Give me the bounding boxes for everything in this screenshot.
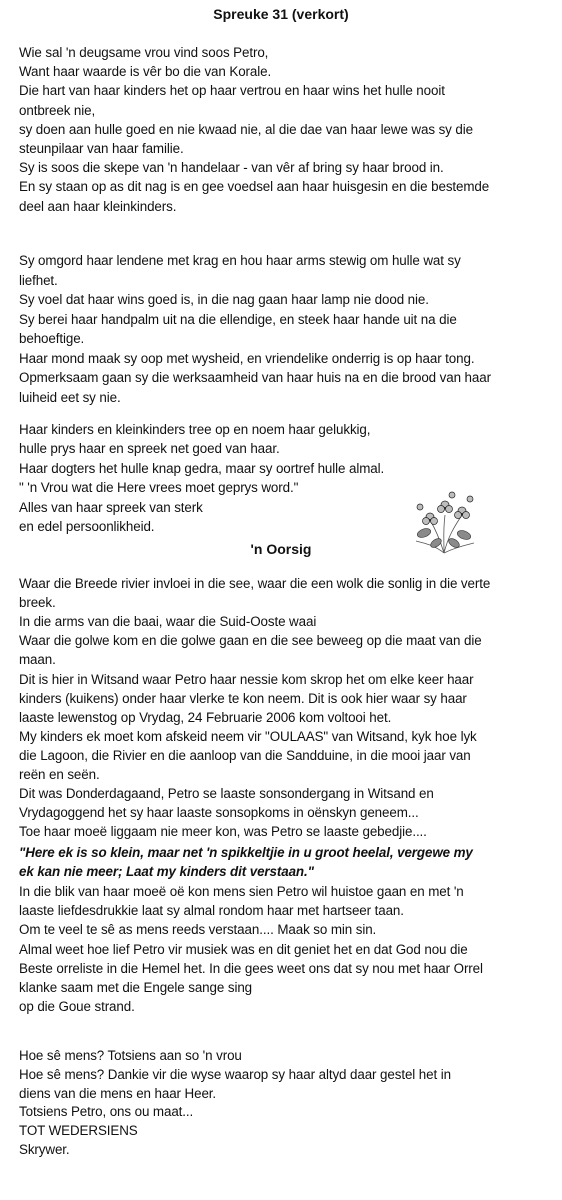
text-line: Sy berei haar handpalm uit na die ellendige, en steek haar hande uit na die [19, 311, 457, 327]
text-line: Hoe sê mens? Dankie vir die wyse waarop sy haar altyd daar gestel het in [19, 1066, 451, 1082]
text-line: En sy staan op as dit nag is en gee voedsel aan haar huisgesin en die bestemde [19, 179, 490, 195]
text-line: reën en seën. [19, 767, 100, 782]
text-line: Skrywer. [19, 1142, 70, 1157]
text-line: Dit is hier in Witsand waar Petro haar nessie kom skrop het om elke keer haar [19, 671, 474, 687]
text-line: sy doen aan hulle goed en nie kwaad nie, al die dae van haar lewe was sy die [19, 121, 473, 137]
text-line: Sy omgord haar lendene met krag en hou haar arms stewig om hulle wat sy [19, 253, 461, 268]
text-line: Totsiens Petro, ons ou maat... [19, 1104, 194, 1120]
text-line: Dit was Donderdagaand, Petro se laaste sonsondergang in Witsand en [19, 786, 434, 802]
text-line: en edel persoonlikheid. [19, 519, 155, 534]
text-line: Waar die Breede rivier invloei in die see, waar die een wolk die sonlig in die verte [19, 576, 491, 591]
text-line: klanke saam met die Engele sange sing [19, 980, 253, 995]
text-line: laaste lewenstog op Vrydag, 24 Februarie 2006 kom voltooi het. [19, 709, 392, 725]
text-line: Toe haar moeë liggaam nie meer kon, was Petro se laaste gebedjie.... [19, 824, 427, 840]
text-line: Alles van haar spreek van sterk [19, 499, 203, 515]
text-line: die Lagoon, die Rivier en die aanloop van die Sandduine, in die mooi jaar van [19, 747, 471, 763]
text-line: Opmerksaam gaan sy die werksaamheid van haar huis na en die brood van haar [19, 370, 491, 385]
text-line: hulle prys haar en spreek net goed van haar. [19, 441, 280, 457]
text-line: Sy is soos die skepe van 'n handelaar - van vêr af bring sy haar brood in. [19, 160, 444, 176]
text-line: Vrydagoggend het sy haar laaste sonsopkoms in oënskyn geneem... [19, 805, 419, 821]
text-line: Hoe sê mens? Totsiens aan so 'n vrou [19, 1048, 242, 1063]
text-line: Haar dogters het hulle knap gedra, maar sy oortref hulle almal. [19, 460, 385, 476]
text-line: laaste liefdesdrukkie laat sy almal rondom haar met hartseer taan. [19, 903, 404, 919]
text-line: In die arms van die baai, waar die Suid-Ooste waai [19, 614, 317, 630]
section-heading-oorsig: 'n Oorsig [250, 541, 312, 557]
text-line: In die blik van haar moeë oë kon mens sien Petro wil huistoe gaan en met 'n [19, 884, 464, 899]
text-line: op die Goue strand. [19, 999, 135, 1015]
text-line: liefhet. [19, 272, 58, 288]
text-line: ontbreek nie, [19, 102, 96, 118]
text-line: Almal weet hoe lief Petro vir musiek was en dit geniet het en dat God nou die [19, 941, 468, 957]
text-line: TOT WEDERSIENS [19, 1123, 138, 1139]
text-line: Sy voel dat haar wins goed is, in die nag gaan haar lamp nie dood nie. [19, 292, 429, 307]
text-line: Haar mond maak sy oop met wysheid, en vriendelike onderrig is op haar tong. [19, 350, 475, 366]
text-line: My kinders ek moet kom afskeid neem vir "OULAAS" van Witsand, kyk hoe lyk [19, 728, 477, 744]
text-line: breek. [19, 595, 56, 611]
text-line: " 'n Vrou wat die Here vrees moet geprys word." [19, 480, 299, 496]
text-line: Die hart van haar kinders het op haar vertrou en haar wins het hulle nooit [19, 83, 445, 99]
prayer-line: "Here ek is so klein, maar net 'n spikkeltjie in u groot heelal, vergewe my [19, 845, 473, 860]
prayer-line: ek kan nie meer; Laat my kinders dit verstaan." [19, 864, 314, 879]
text-line: Om te veel te sê as mens reeds verstaan.... Maak so min sin. [19, 922, 377, 938]
text-line: Want haar waarde is vêr bo die van Korale. [19, 64, 272, 80]
text-line: Beste orreliste in die Hemel het. In die gees weet ons dat sy nou met haar Orrel [19, 960, 483, 976]
text-line: luiheid eet sy nie. [19, 389, 121, 405]
text-line: Wie sal 'n deugsame vrou vind soos Petro, [19, 45, 269, 60]
text-line: deel aan haar kleinkinders. [19, 198, 177, 214]
text-line: steunpilaar van haar familie. [19, 141, 184, 156]
document-title: Spreuke 31 (verkort) [213, 6, 349, 22]
text-line: behoeftige. [19, 331, 85, 346]
text-line: Waar die golwe kom en die golwe gaan en die see beweeg op die maat van die [19, 633, 482, 649]
text-line: Haar kinders en kleinkinders tree op en noem haar gelukkig, [19, 422, 371, 437]
text-line: maan. [19, 652, 56, 668]
text-line: diens van die mens en haar Heer. [19, 1085, 217, 1101]
text-line: kinders (kuikens) onder haar vlerke te kon neem. Dit is ook hier waar sy haar [19, 690, 467, 706]
